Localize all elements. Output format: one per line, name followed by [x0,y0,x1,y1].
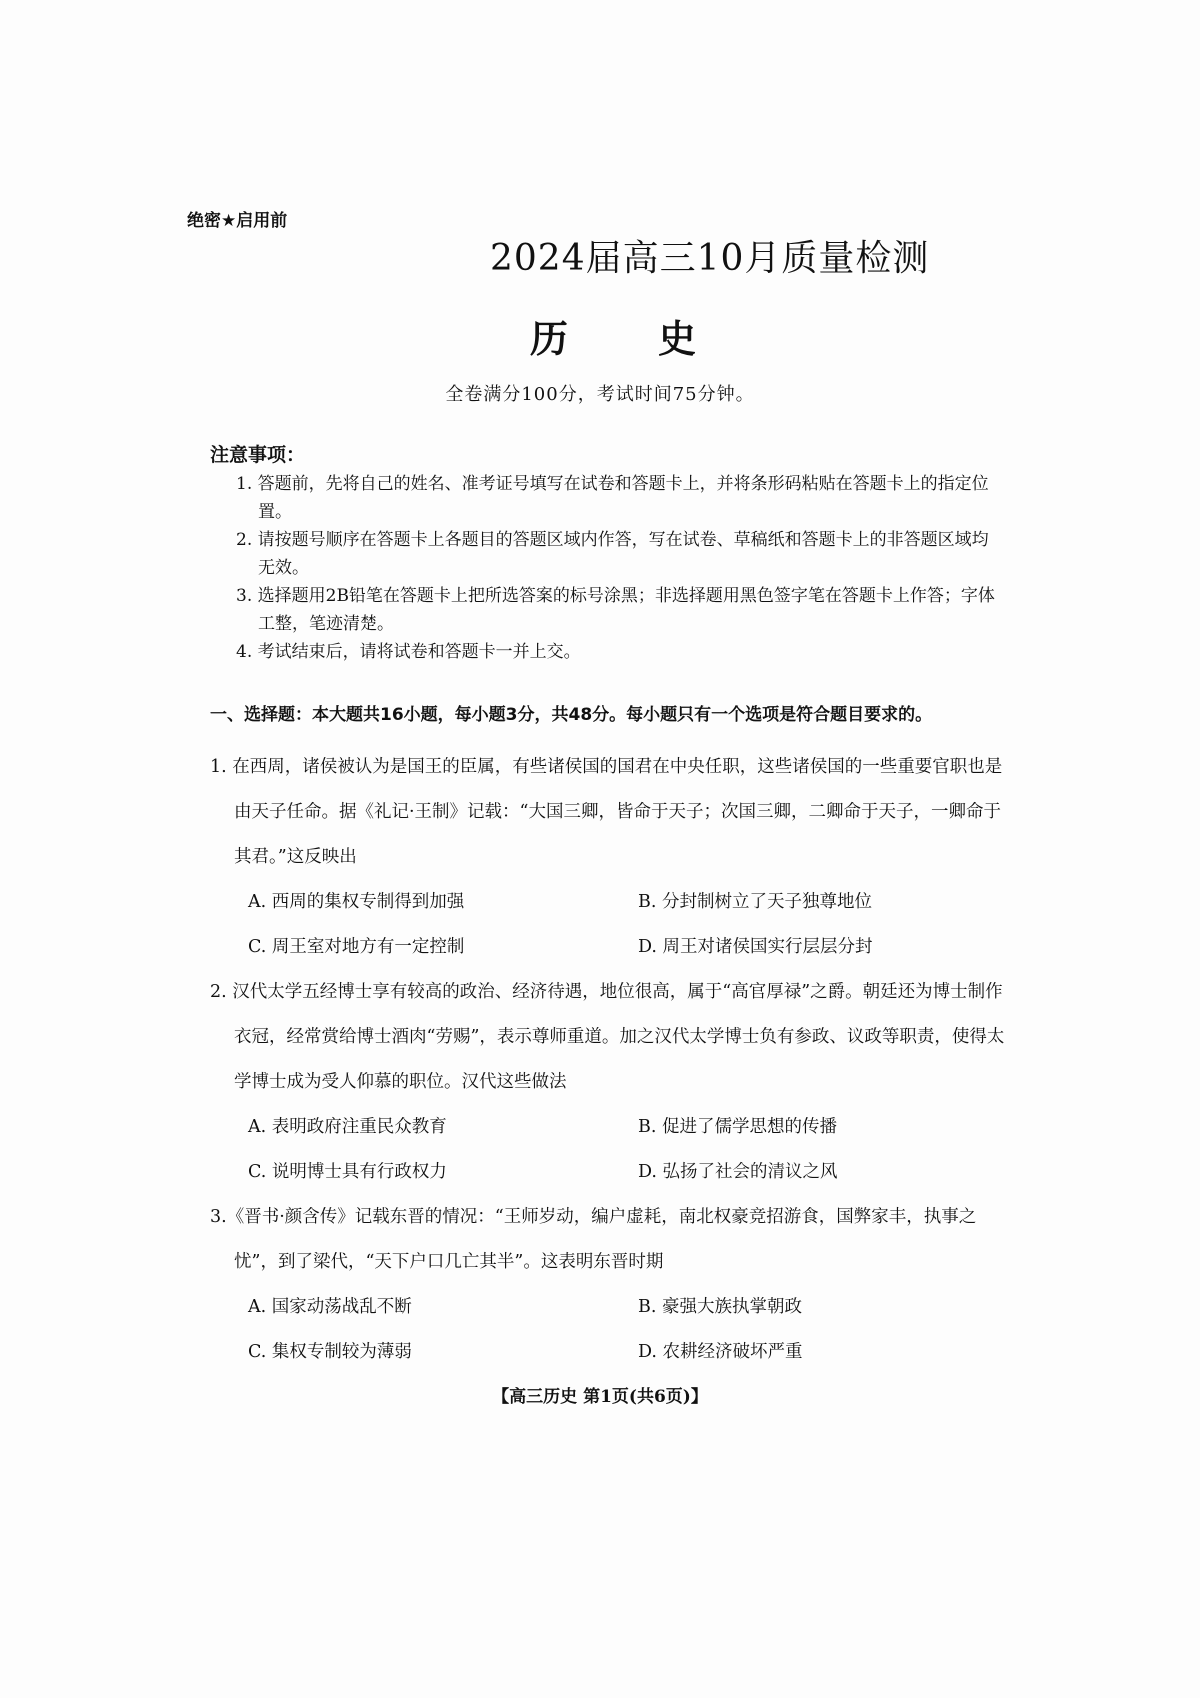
question-3 [210,1195,1010,1375]
notice-item: 1. 答题前，先将自己的姓名、准考证号填写在试卷和答题卡上，并将条形码粘贴在答题卡上的指定位置。 [236,474,989,522]
option-group [248,1285,1010,1375]
option-a: A. 国家动荡战乱不断 [248,1297,412,1317]
option-d: D. 周王对诸侯国实行层层分封 [638,937,873,957]
secret-label: 绝密★启用前 [187,211,288,231]
notice-item: 2. 请按题号顺序在答题卡上各题目的答题区域内作答，写在试卷、草稿纸和答题卡上的非答题区域均无效。 [236,530,989,578]
section-heading: 一、选择题：本大题共16小题，每小题3分，共48分。每小题只有一个选项是符合题目要求的。 [210,705,933,725]
option-group [248,1105,1010,1195]
question-stem: 3.《晋书·颜含传》记载东晋的情况：“王师岁动，编户虚耗，南北权豪竞招游食，国弊家丰，执事之忧”，到了梁代，“天下户口几亡其半”。这表明东晋时期 [210,1207,977,1272]
option-d: D. 农耕经济破坏严重 [638,1342,803,1362]
exam-title: 2024届高三10月质量检测 [490,238,930,279]
option-b: B. 豪强大族执掌朝政 [638,1297,802,1317]
question-1 [210,745,1010,970]
option-b: B. 分封制树立了天子独尊地位 [638,892,872,912]
option-group [248,880,1010,970]
question-stem: 2. 汉代太学五经博士享有较高的政治、经济待遇，地位很高，属于“高官厚禄”之爵。朝廷还为博士制作衣冠，经常赏给博士酒肉“劳赐”，表示尊师重道。加之汉代太学博士负有参政、议政等职责，使得太学博士成为受人仰慕的职位。汉代这些做法 [210,982,1005,1092]
question-stem: 1. 在西周，诸侯被认为是国王的臣属，有些诸侯国的国君在中央任职，这些诸侯国的一些重要官职也是由天子任命。据《礼记·王制》记载：“大国三卿，皆命于天子；次国三卿，二卿命于天子，一卿命于其君。”这反映出 [210,757,1003,867]
notice-heading: 注意事项： [210,444,306,466]
notice-list [210,470,1000,666]
option-c: C. 集权专制较为薄弱 [248,1342,412,1362]
option-b: B. 促进了儒学思想的传播 [638,1117,837,1137]
page-footer [0,1382,1200,1407]
option-c: C. 周王室对地方有一定控制 [248,937,465,957]
subject-title: 历史 [530,316,787,361]
option-a: A. 表明政府注重民众教育 [248,1117,447,1137]
exam-info: 全卷满分100分，考试时间75分钟。 [445,384,755,405]
notice-item: 3. 选择题用2B铅笔在答题卡上把所选答案的标号涂黑；非选择题用黑色签字笔在答题卡上作答；字体工整，笔迹清楚。 [236,586,995,634]
notice-item: 4. 考试结束后，请将试卷和答题卡一并上交。 [236,642,581,662]
option-c: C. 说明博士具有行政权力 [248,1162,447,1182]
footer-label: 【高三历史 [492,1387,578,1407]
question-2 [210,970,1010,1195]
footer-page-number: 第1页(共6页)】 [583,1387,708,1407]
option-d: D. 弘扬了社会的清议之风 [638,1162,838,1182]
option-a: A. 西周的集权专制得到加强 [248,892,465,912]
question-list [210,745,1010,1375]
